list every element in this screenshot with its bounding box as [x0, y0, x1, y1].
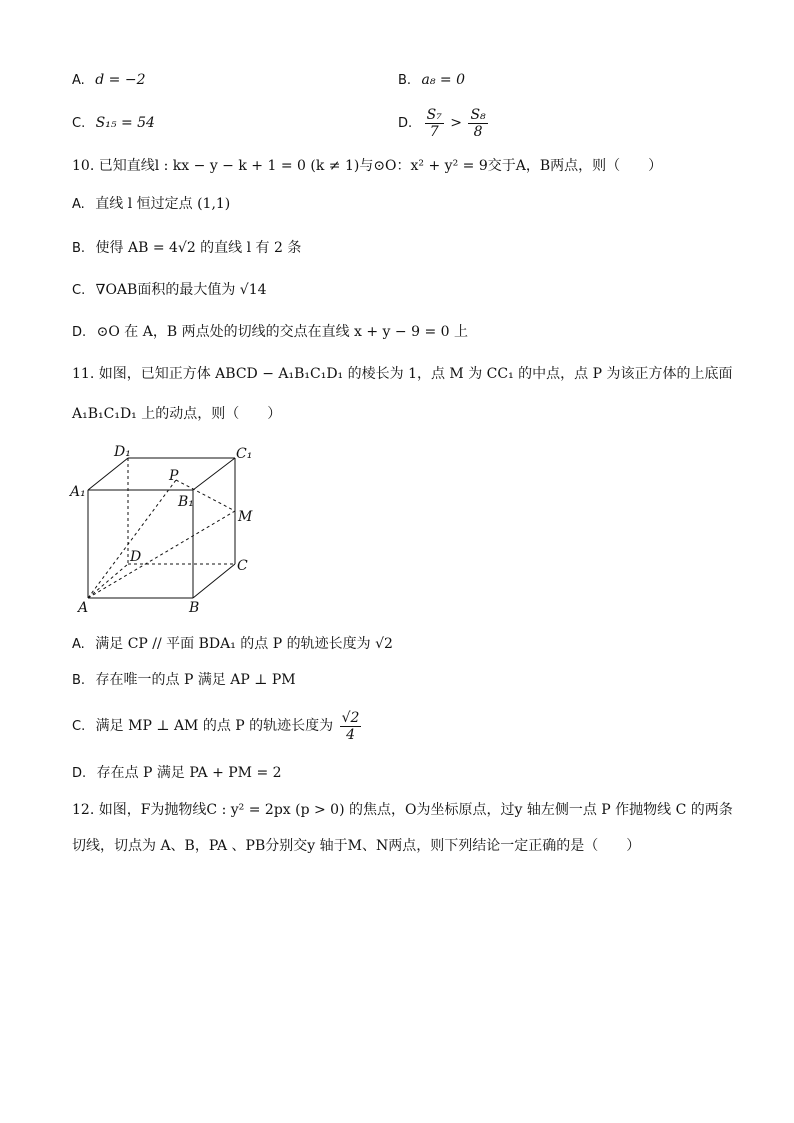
q11-option-a	[72, 634, 393, 655]
q10-option-d	[72, 322, 468, 343]
fraction	[468, 107, 487, 140]
option-label: B.	[72, 673, 86, 688]
option-label: B.	[398, 73, 412, 88]
option-label: A.	[72, 197, 85, 212]
option-text: 满足 MP ⊥ AM 的点 P 的轨迹长度为	[95, 718, 334, 734]
numerator: S₈	[470, 106, 486, 123]
prev-option-d	[398, 104, 490, 143]
q12-stem-line1: 12. 如图，F为抛物线C : y² = 2px (p > 0) 的焦点，O为坐标原点，过y 轴左侧一点 P 作抛物线 C 的两条	[72, 802, 733, 818]
option-text: 使得 AB = 4√2 的直线 l 有 2 条	[95, 240, 302, 256]
option-text: ∇OAB面积的最大值为 √14	[95, 282, 267, 298]
option-text: a₈ = 0	[421, 72, 466, 88]
operator: >	[450, 115, 462, 131]
fraction	[425, 107, 444, 140]
option-label: D.	[72, 766, 87, 781]
option-text: 存在唯一的点 P 满足 AP ⊥ PM	[95, 672, 296, 688]
option-text: 满足 CP // 平面 BDA₁ 的点 P 的轨迹长度为 √2	[95, 636, 393, 652]
option-text: 直线 l 恒过定点 (1,1)	[95, 196, 231, 212]
label-a1: A₁	[70, 484, 86, 500]
prev-option-a	[72, 70, 145, 91]
q11-stem-line1: 11. 如图，已知正方体 ABCD − A₁B₁C₁D₁ 的棱长为 1，点 M 为 CC₁ 的中点，点 P 为该正方体的上底面	[72, 366, 733, 382]
label-m: M	[238, 509, 253, 525]
denominator: 4	[346, 726, 355, 743]
option-label: A.	[72, 73, 85, 88]
label-c1: C₁	[236, 446, 253, 462]
label-d1: D₁	[114, 444, 131, 460]
q10-option-a	[72, 194, 230, 215]
option-text: S₁₅ = 54	[95, 115, 155, 131]
label-d: D	[130, 549, 142, 565]
option-label: C.	[72, 719, 86, 734]
option-label: A.	[72, 637, 85, 652]
q10-option-c	[72, 280, 267, 301]
option-text: 存在点 P 满足 PA + PM = 2	[96, 765, 282, 781]
cube-figure	[68, 440, 268, 615]
label-b1: B₁	[178, 494, 194, 510]
option-text: ⊙O 在 A，B 两点处的切线的交点在直线 x + y − 9 = 0 上	[96, 324, 468, 340]
label-c: C	[237, 558, 248, 574]
q10-option-b	[72, 238, 301, 259]
denominator: 7	[429, 123, 439, 140]
q10-stem: 10. 已知直线l : kx − y − k + 1 = 0 (k ≠ 1)与⊙O：x² + y² = 9交于A，B两点，则（ ）	[72, 158, 663, 174]
option-label: D.	[72, 325, 87, 340]
prev-option-b	[398, 70, 465, 91]
label-p: P	[169, 468, 179, 484]
option-label: D.	[398, 116, 413, 131]
numerator: √2	[341, 709, 360, 726]
q12-stem-line2: 切线，切点为 A、B，PA 、PB分别交y 轴于M、N两点，则下列结论一定正确的是（ ）	[72, 838, 641, 854]
prev-option-c	[72, 113, 155, 134]
q11-stem-line2: A₁B₁C₁D₁ 上的动点，则（ ）	[72, 406, 282, 422]
label-b: B	[189, 600, 200, 615]
fraction	[340, 710, 362, 743]
numerator: S₇	[426, 106, 442, 123]
label-a: A	[78, 600, 89, 615]
q11-option-c	[72, 707, 363, 746]
q11-option-b	[72, 670, 296, 691]
option-text: d = −2	[95, 72, 146, 88]
option-label: C.	[72, 116, 86, 131]
q11-option-d	[72, 763, 282, 784]
option-label: C.	[72, 283, 86, 298]
denominator: 8	[473, 123, 483, 140]
option-label: B.	[72, 241, 86, 256]
